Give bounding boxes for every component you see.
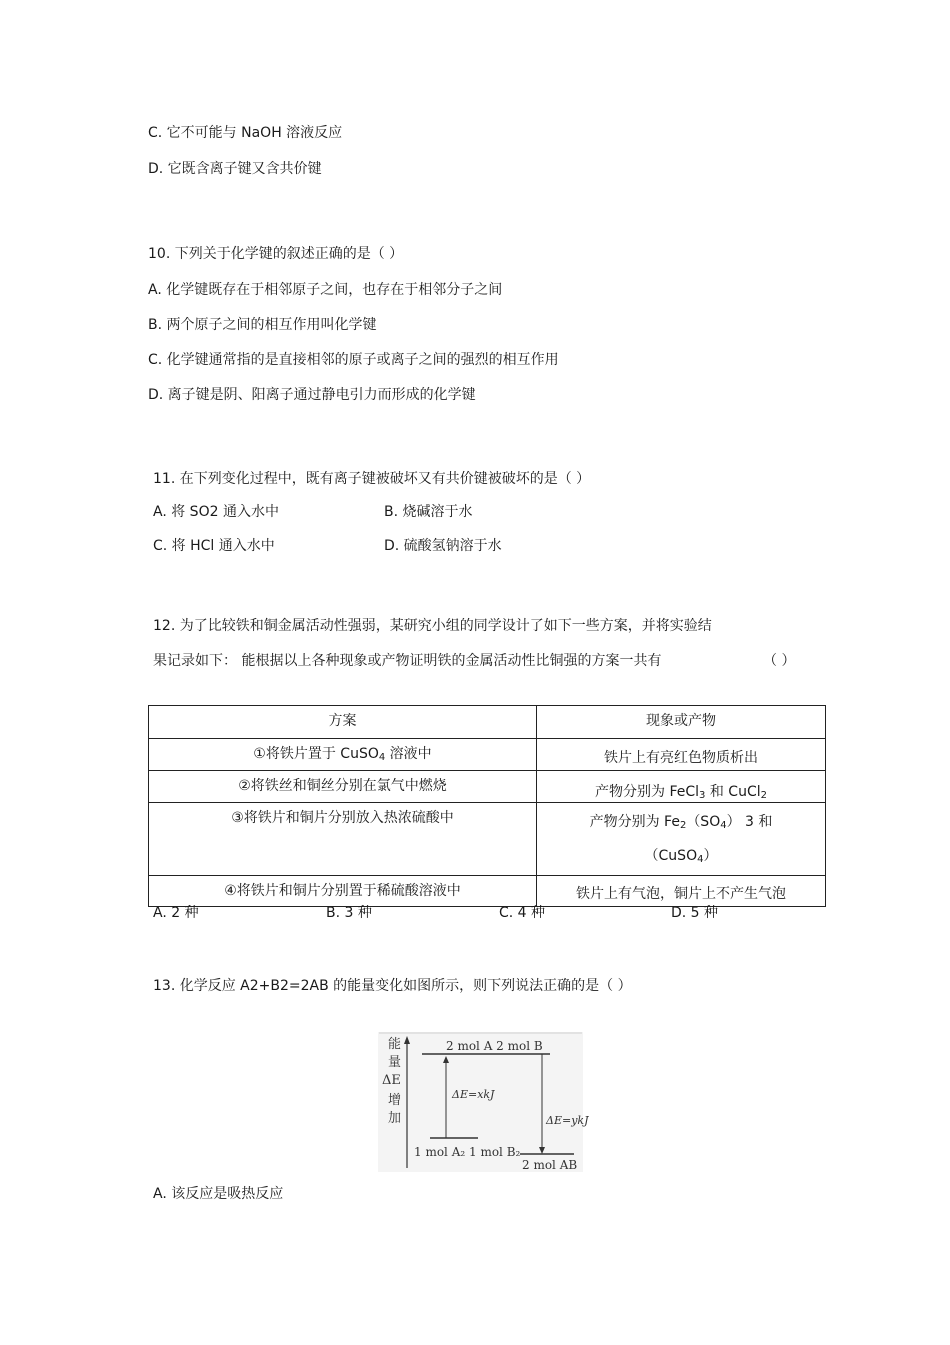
axis-label: 加 — [388, 1111, 402, 1126]
q10-option-c: C. 化学键通常指的是直接相邻的原子或离子之间的强烈的相互作用 — [148, 352, 559, 368]
q12-option-a: A. 2 种 — [153, 905, 199, 921]
result-cell: 铁片上有气泡，铜片上不产生气泡 — [537, 876, 826, 907]
q9-option-c: C. 它不可能与 NaOH 溶液反应 — [148, 125, 343, 141]
result-line-2 — [539, 841, 823, 875]
scheme-cell: ③将铁片和铜片分别放入热浓硫酸中 — [149, 803, 537, 876]
q11-option-d: D. 硫酸氢钠溶于水 — [384, 538, 502, 554]
subscript: 2 — [760, 789, 767, 801]
scheme-cell: ④将铁片和铜片分别置于稀硫酸溶液中 — [149, 876, 537, 907]
scheme-cell — [149, 739, 537, 771]
top-level-label: 2 mol A 2 mol B — [446, 1039, 543, 1053]
subscript: 4 — [720, 820, 727, 831]
result-text: 产物分别为 Fe — [589, 814, 680, 830]
result-text: ） 3 和 — [726, 814, 773, 830]
q12-stem-line1: 12. 为了比较铁和铜金属活动性强弱，某研究小组的同学设计了如下一些方案，并将实验结 — [153, 618, 712, 634]
q12-stem-paren: （ ） — [763, 653, 796, 669]
axis-label: 能 — [388, 1037, 402, 1052]
table-row — [149, 739, 826, 771]
axis-label: 增 — [388, 1093, 402, 1108]
q13-stem: 13. 化学反应 A2+B2=2AB 的能量变化如图所示，则下列说法正确的是（ ） — [153, 978, 632, 994]
q12-option-c: C. 4 种 — [499, 905, 546, 921]
scheme-cell: ②将铁丝和铜丝分别在氯气中燃烧 — [149, 771, 537, 803]
axis-label: 量 — [388, 1055, 402, 1070]
subscript: 4 — [378, 752, 386, 763]
scheme-table — [148, 705, 826, 907]
result-text: （CuSO — [644, 848, 698, 864]
q13-option-a: A. 该反应是吸热反应 — [153, 1186, 284, 1202]
reactant-level-label: 1 mol A₂ 1 mol B₂ — [414, 1145, 521, 1159]
subscript: 4 — [697, 854, 704, 865]
result-text: （SO — [686, 814, 721, 830]
table-row — [149, 803, 826, 876]
q12-option-b: B. 3 种 — [326, 905, 372, 921]
delta-y-label: ΔE=ykJ — [546, 1114, 589, 1127]
q11-option-a: A. 将 SO2 通入水中 — [153, 504, 279, 520]
subscript: 3 — [699, 789, 706, 801]
result-text: 产物分别为 FeCl — [595, 783, 700, 800]
result-cell: 铁片上有亮红色物质析出 — [537, 739, 826, 771]
axis-label: ΔE — [382, 1073, 401, 1088]
q12-stem-line2: 果记录如下： 能根据以上各种现象或产物证明铁的金属活动性比铜强的方案一共有 — [153, 653, 662, 669]
table-row — [149, 876, 826, 907]
q11-option-b: B. 烧碱溶于水 — [384, 504, 473, 520]
q10-option-b: B. 两个原子之间的相互作用叫化学键 — [148, 317, 377, 333]
result-cell — [537, 803, 826, 876]
result-text: ） — [703, 848, 718, 864]
result-line-1 — [539, 807, 823, 841]
table-header-row — [149, 706, 826, 739]
q11-stem: 11. 在下列变化过程中，既有离子键被破坏又有共价键被破坏的是（ ） — [153, 471, 591, 487]
scheme-text: ①将铁片置于 CuSO — [253, 746, 379, 762]
q12-option-d: D. 5 种 — [671, 905, 719, 921]
q11-option-c: C. 将 HCl 通入水中 — [153, 538, 275, 554]
table-row — [149, 771, 826, 803]
subscript: 2 — [679, 820, 687, 831]
delta-x-label: ΔE=xkJ — [452, 1088, 495, 1101]
energy-diagram — [378, 1032, 589, 1172]
product-level-label: 2 mol AB — [522, 1158, 578, 1172]
q10-stem: 10. 下列关于化学键的叙述正确的是（ ） — [148, 246, 404, 262]
result-cell — [537, 771, 826, 803]
q10-option-a: A. 化学键既存在于相邻原子之间，也存在于相邻分子之间 — [148, 282, 503, 298]
table-header-result: 现象或产物 — [537, 706, 826, 739]
q9-option-d: D. 它既含离子键又含共价键 — [148, 161, 322, 177]
q10-option-d: D. 离子键是阴、阳离子通过静电引力而形成的化学键 — [148, 387, 476, 403]
result-text: 和 CuCl — [705, 783, 761, 800]
scheme-text: 溶液中 — [385, 746, 432, 762]
table-header-scheme: 方案 — [149, 706, 537, 739]
